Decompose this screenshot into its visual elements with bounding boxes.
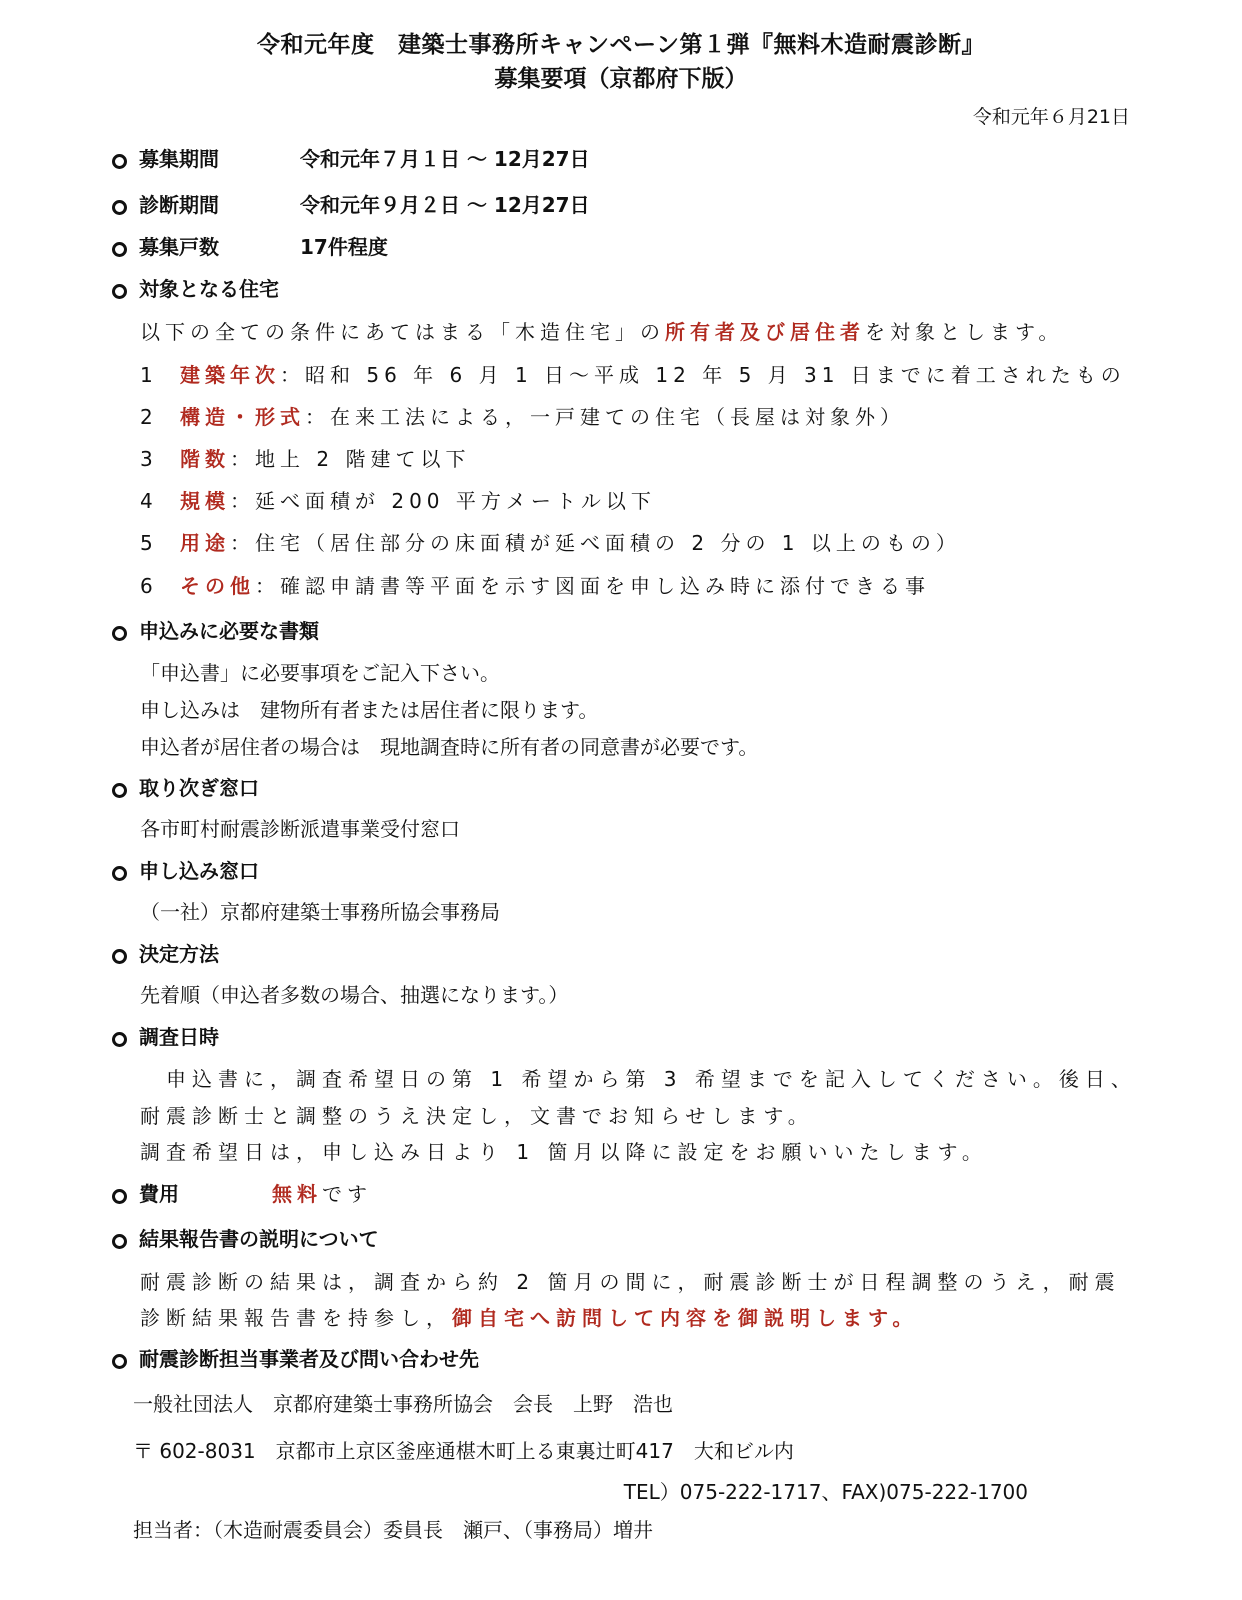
documents-line: 申込者が居住者の場合は 現地調査時に所有者の同意書が必要です。 [140, 735, 759, 759]
section-label: 費用 [139, 1182, 179, 1206]
contact-person: 担当者：（木造耐震委員会）委員長 瀬戸、（事務局）増井 [133, 1518, 653, 1542]
circle-bullet-icon [112, 242, 127, 257]
circle-bullet-icon [112, 866, 127, 881]
contact-address: 〒 602-8031 京都市上京区釜座通椹木町上る東裏辻町417 大和ビル内 [133, 1439, 794, 1463]
condition-key: 階数 [180, 447, 230, 471]
survey-line: 申込書に，調査希望日の第 1 希望から第 3 希望までを記入してください。後日、 [166, 1067, 1137, 1091]
survey-line: 耐震診断士と調整のうえ決定し，文書でお知らせします。 [140, 1104, 814, 1128]
condition-item: 5 用途：住宅（居住部分の床面積が延べ面積の 2 分の 1 以上のもの） [140, 531, 961, 555]
section-label: 募集戸数 [139, 235, 219, 259]
section-application [112, 855, 259, 884]
report-line: 診断結果報告書を持参し，御自宅へ訪問して内容を御説明します。 [140, 1306, 919, 1330]
section-target [112, 273, 279, 302]
section-recruit-count [112, 231, 219, 260]
circle-bullet-icon [112, 1189, 127, 1204]
condition-item: 2 構造・形式：在来工法による，一戸建ての住宅（長屋は対象外） [140, 405, 905, 429]
recruit-period-value: 令和元年７月１日 ～ 12月27日 [300, 147, 590, 171]
condition-key: 用途 [180, 531, 230, 555]
title-line-2: 募集要項（京都府下版） [494, 66, 748, 92]
section-decision [112, 938, 219, 967]
agency-text: 各市町村耐震診断派遣事業受付窓口 [140, 817, 460, 841]
documents-line: 「申込書」に必要事項をご記入下さい。 [140, 661, 500, 685]
survey-line: 調査希望日は，申し込み日より 1 箇月以降に設定をお願いいたします。 [140, 1140, 988, 1164]
circle-bullet-icon [112, 284, 127, 299]
report-line: 耐震診断の結果は，調査から約 2 箇月の間に，耐震診断士が日程調整のうえ，耐震 [140, 1270, 1121, 1294]
section-recruit-period [112, 143, 219, 172]
section-label: 対象となる住宅 [139, 277, 279, 301]
circle-bullet-icon [112, 1032, 127, 1047]
circle-bullet-icon [112, 949, 127, 964]
section-label: 結果報告書の説明について [139, 1227, 379, 1251]
contact-phone: TEL）075-222-1717、FAX)075-222-1700 [623, 1480, 1028, 1504]
section-survey [112, 1021, 219, 1050]
condition-key: 構造・形式 [180, 405, 305, 429]
section-contact [112, 1343, 479, 1372]
condition-key: その他 [180, 574, 255, 598]
documents-line: 申し込みは 建物所有者または居住者に限ります。 [140, 698, 599, 722]
section-label: 調査日時 [139, 1025, 219, 1049]
section-label: 取り次ぎ窓口 [139, 776, 259, 800]
condition-key: 建築年次 [180, 363, 280, 387]
circle-bullet-icon [112, 626, 127, 641]
application-text: （一社）京都府建築士事務所協会事務局 [140, 900, 500, 924]
section-cost [112, 1178, 179, 1207]
condition-item: 6 その他：確認申請書等平面を示す図面を申し込み時に添付できる事 [140, 574, 930, 598]
section-label: 診断期間 [139, 193, 219, 217]
target-intro: 以下の全ての条件にあてはまる「木造住宅」の所有者及び居住者を対象とします。 [140, 320, 1064, 344]
section-agency [112, 772, 259, 801]
cost-value: 無料です [272, 1182, 372, 1206]
circle-bullet-icon [112, 154, 127, 169]
report-highlight: 御自宅へ訪問して内容を御説明します。 [452, 1306, 919, 1330]
section-label: 申し込み窓口 [139, 859, 259, 883]
target-highlight: 所有者及び居住者 [665, 320, 865, 344]
title-line-1: 令和元年度 建築士事務所キャンペーン第１弾『無料木造耐震診断』 [256, 32, 986, 58]
section-diagnosis-period [112, 189, 219, 218]
section-label: 決定方法 [139, 942, 219, 966]
diagnosis-period-value: 令和元年９月２日 ～ 12月27日 [300, 193, 590, 217]
contact-org: 一般社団法人 京都府建築士事務所協会 会長 上野 浩也 [133, 1392, 673, 1416]
circle-bullet-icon [112, 1234, 127, 1249]
decision-text: 先着順（申込者多数の場合、抽選になります。） [140, 983, 569, 1007]
section-label: 申込みに必要な書類 [139, 619, 319, 643]
section-report [112, 1223, 379, 1252]
condition-item: 3 階数：地上 2 階建て以下 [140, 447, 471, 471]
condition-item: 1 建築年次：昭和 56 年 6 月 1 日～平成 12 年 5 月 31 日までに着工されたもの [140, 363, 1126, 387]
recruit-count-value: 17件程度 [300, 235, 388, 259]
section-label: 耐震診断担当事業者及び問い合わせ先 [139, 1347, 479, 1371]
circle-bullet-icon [112, 1354, 127, 1369]
circle-bullet-icon [112, 783, 127, 798]
condition-item: 4 規模：延べ面積が 200 平方メートル以下 [140, 489, 656, 513]
issue-date: 令和元年６月21日 [972, 106, 1130, 128]
condition-key: 規模 [180, 489, 230, 513]
section-documents [112, 615, 319, 644]
circle-bullet-icon [112, 200, 127, 215]
section-label: 募集期間 [139, 147, 219, 171]
